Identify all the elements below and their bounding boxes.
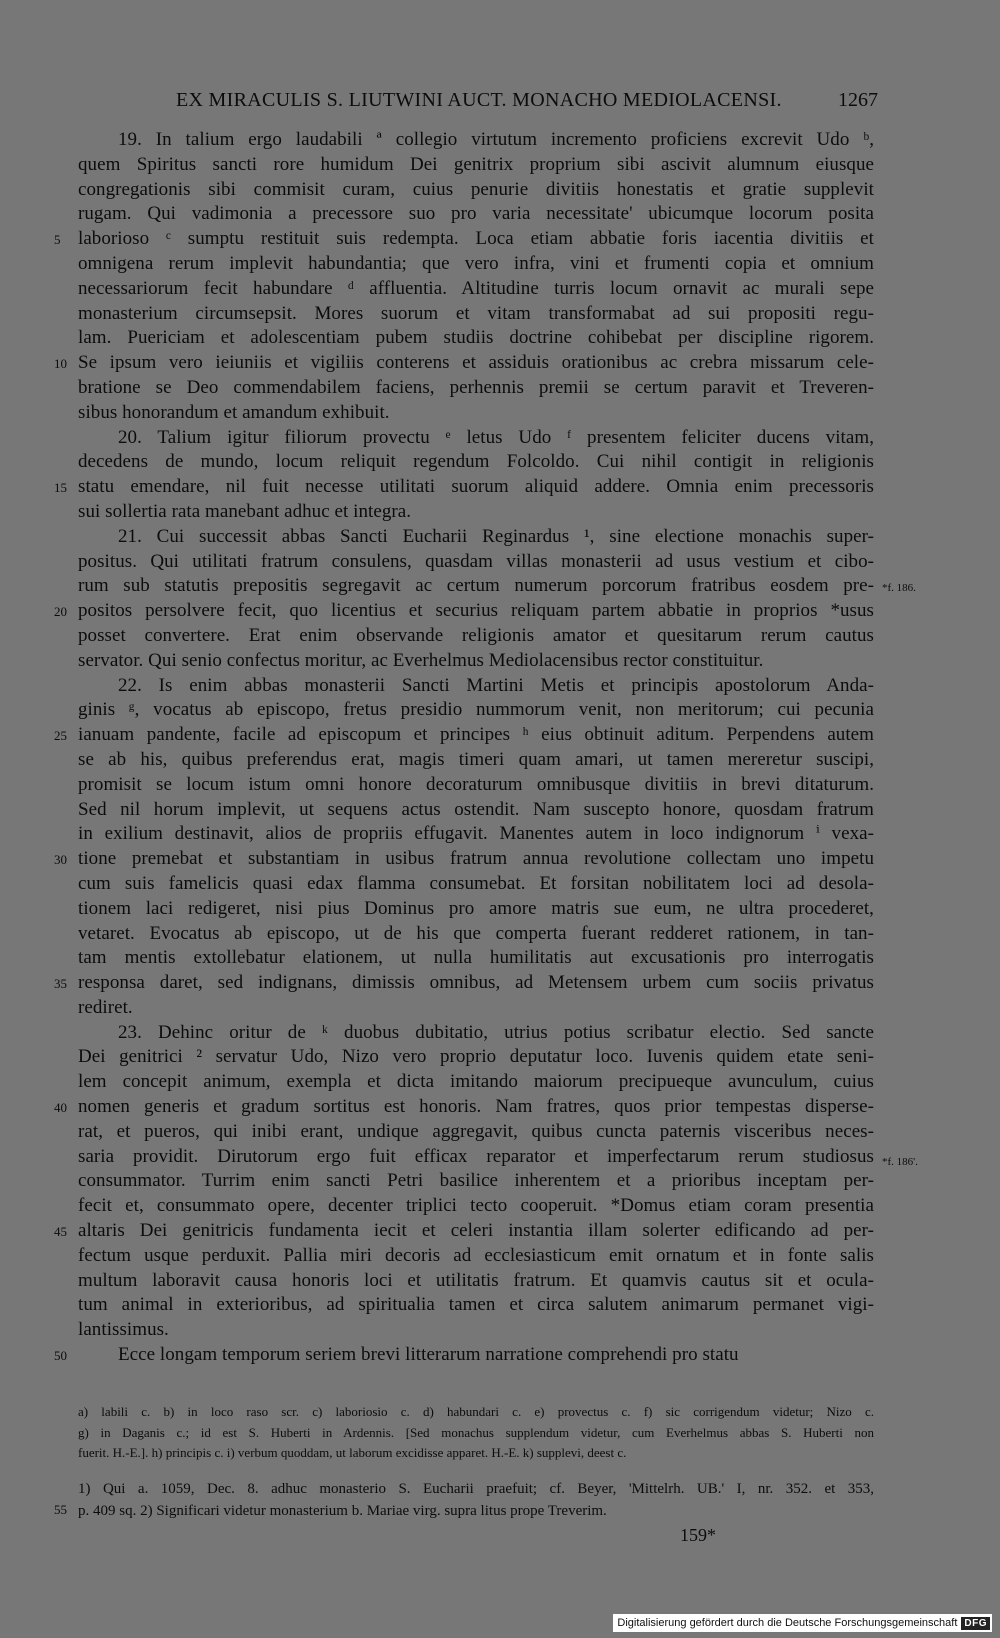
text-line: ginis ᵍ, vocatus ab episcopo, fretus presidio nummorum venit, non meritorum; cui pecunia [78, 699, 874, 721]
text-line: rugam. Qui vadimonia a precessore suo pro varia necessitate' ubicumque locorum posita [78, 203, 874, 225]
folio-marker: *f. 186'. [882, 1156, 918, 1168]
text-line: se ab his, quibus preferendus erat, magis timeri quam amari, ut tamen mereretur suscipi, [78, 748, 874, 770]
text-line: 21. Cui successit abbas Sancti Eucharii Reginardus ¹, sine electione monachis super- [118, 525, 874, 547]
text-line: responsa daret, sed indignans, dimissis omnibus, ad Metensem urbem cum sociis privatus [78, 972, 874, 994]
funding-notice-bar[interactable] [613, 1614, 992, 1632]
line-number: 40 [54, 1100, 67, 1116]
text-line: in exilium destinavit, alios de propriis effugavit. Manentes autem in loco indignorum ⁱ vexa- [78, 823, 874, 845]
text-line: consummator. Turrim enim sancti Petri basilice inherentem et a prioribus inceptam per- [78, 1170, 874, 1192]
line-number: 20 [54, 604, 67, 620]
text-line: ianuam pandente, facile ad episcopum et principes ʰ eius obtinuit aditum. Perpendens autem [78, 724, 874, 746]
text-line: fectum usque perduxit. Pallia miri decoris ad ecclesiasticum emit ornatum et in fonte salis [78, 1244, 874, 1266]
text-line: multum laboravit causa honoris loci et utilitatis fratrum. Et quamvis cautus sit et ocula- [78, 1269, 874, 1291]
text-line: 23. Dehinc oritur de ᵏ duobus dubitatio, utrius potius scribatur electio. Sed sancte [118, 1021, 874, 1043]
text-line: 22. Is enim abbas monasterii Sancti Martini Metis et principis apostolorum Anda- [118, 674, 874, 696]
line-number: 45 [54, 1224, 67, 1240]
text-line: monasterium circumsepsit. Mores suorum et vitam transformabat ad sui propositi regu- [78, 302, 874, 324]
page-number: 1267 [838, 89, 878, 111]
text-line: Ecce longam temporum seriem brevi litterarum narratione comprehendi pro statu [118, 1344, 739, 1366]
line-number: 15 [54, 480, 67, 496]
text-line: promisit se locum istum omni honore decoraturum omnibusque divitiis in brevi ditaturum. [78, 773, 874, 795]
text-line: decedens de mundo, locum reliquit regendum Folcoldo. Cui nihil contigit in religionis [78, 451, 874, 473]
text-line: 19. In talium ergo laudabili ª collegio virtutum incremento proficiens excrevit Udo ᵇ, [118, 129, 874, 150]
text-line: vetaret. Evocatus ab episcopo, ut de his que comperta fuerant redderet rationem, in tan- [78, 922, 874, 944]
text-line: saria providit. Dirutorum ergo fuit efficax reparator et imperfectarum rerum studiosus [78, 1145, 874, 1167]
sheet-signature: 159* [680, 1525, 716, 1545]
text-line: statu emendare, nil fuit necesse utilitati suorum aliquid addere. Omnia enim precessoris [78, 476, 874, 498]
folio-marker: *f. 186. [882, 582, 916, 594]
text-line: cum suis famelicis quasi edax flamma consumebat. Et forsitan nobilitatem loci ad desola- [78, 872, 874, 894]
footnotes [78, 1478, 874, 1522]
apparatus-line: a) labili c. b) in loco raso scr. c) laboriosio c. d) habundari c. e) provectus c. f) sic corrigendum videtur; Nizo c. [78, 1404, 874, 1419]
funding-notice-text: Digitalisierung gefördert durch die Deutsche Forschungsgemeinschaft [617, 1617, 958, 1629]
text-line: nomen generis et gradum sortitus est honoris. Nam fratres, quos prior tempestas disperse- [78, 1096, 874, 1118]
text-line: sui sollertia rata manebant adhuc et integra. [78, 500, 412, 522]
line-number: 30 [54, 852, 67, 868]
text-line: sibus honorandum et amandum exhibuit. [78, 401, 390, 423]
text-line: tione premebat et substantiam in usibus fratrum annua revolutione collectam uno impetu [78, 848, 874, 870]
line-number: 55 [54, 1502, 67, 1517]
apparatus-line: fuerit. H.-E.]. h) principis c. i) verbum quoddam, ut laborum excidisse apparet. H.-E. k) supplevi, deest c. [78, 1445, 627, 1460]
text-line: omnigena rerum implevit habundantia; que vero infra, vini et frumenti copia et omnium [78, 252, 874, 274]
dfg-logo: DFG [961, 1617, 990, 1630]
footnote-line: p. 409 sq. 2) Significari videtur monasterium b. Mariae virg. supra litus prope Treverim. [78, 1503, 607, 1519]
text-line: servator. Qui senio confectus moritur, ac Everhelmus Mediolacensibus rector constituitur. [78, 649, 764, 671]
line-number: 10 [54, 356, 67, 372]
text-line: posset convertere. Erat enim observande religionis amator et quesitarum rerum cautus [78, 624, 874, 646]
text-line: altaris Dei genitricis fundamenta iecit et celeri instantia illam solerter edificando ad per- [78, 1220, 874, 1242]
text-line: rat, et pueros, qui inibi erant, undique aggregavit, quibus cuncta paternis visceribus neces- [78, 1120, 874, 1142]
text-line: rediret. [78, 996, 133, 1018]
running-title: EX MIRACULIS S. LIUTWINI AUCT. MONACHO MEDIOLACENSI. [176, 89, 782, 111]
text-line: tum animal in exterioribus, ad spiritualia tamen et circa salutem animarum permanet vigi- [78, 1294, 874, 1316]
footnote-line: 1) Qui a. 1059, Dec. 8. adhuc monasterio S. Eucharii praefuit; cf. Beyer, 'Mittelrh. UB.' I, nr. 352. et 353, [78, 1481, 874, 1497]
text-line: tionem laci redigeret, nisi pius Dominus pro amore matris sue eum, ne ultra procederet, [78, 897, 874, 919]
apparatus-line: g) in Daganis c.; id est S. Huberti in Ardennis. [Sed monachus supplendum videtur, cum Everhelmus abbas S. Huberti non [78, 1424, 874, 1440]
text-line: congregationis sibi commisit curam, cuius penurie divitiis honestatis et gratie supplevit [78, 178, 874, 200]
text-line: tam mentis extollebatur elationem, ut nulla humilitatis aut excusationis pro interrogatis [78, 947, 874, 969]
text-line: Se ipsum vero ieiuniis et vigiliis conterens et assiduis orationibus ac crebra missarum cele- [78, 352, 874, 374]
text-line: 20. Talium igitur filiorum provectu ᵉ letus Udo ᶠ presentem feliciter ducens vitam, [118, 426, 874, 448]
text-line: Dei genitrici ² servatur Udo, Nizo vero proprio deputatur loco. Iuvenis quidem etate seni- [78, 1046, 874, 1068]
line-number: 35 [54, 976, 67, 992]
line-number: 25 [54, 728, 67, 744]
text-line: quem Spiritus sancti rore humidum Dei genitrix proprium sibi ascivit alumnum eiusque [78, 153, 874, 175]
text-line: laborioso ᶜ sumptu restituit suis redempta. Loca etiam abbatie foris iacentia divitiis et [78, 228, 874, 250]
text-line: lantissimus. [78, 1319, 169, 1341]
critical-apparatus [78, 1402, 874, 1464]
text-line: bratione se Deo commendabilem faciens, perhennis premii se certum paravit et Treveren- [78, 376, 874, 398]
text-line: rum sub statutis prepositis segregavit ac certum numerum porcorum fratribus eosdem pre- [78, 575, 874, 597]
text-line: Sed nil horum implevit, ut sequens actus ostendit. Nam suscepto honore, quosdam fratrum [78, 798, 874, 820]
main-text [78, 128, 874, 1368]
text-line: lem concepit animum, exempla et dicta imitando maiorum precipueque avunculum, cuius [78, 1071, 874, 1093]
text-line: positus. Qui utilitati fratrum consulens, quasdam villas monasterii ad usus vestium et cibo- [78, 550, 874, 572]
text-line: lam. Puericiam et adolescentiam pubem studiis doctrine cohibebat per discipline rigorem. [78, 327, 874, 349]
text-line: positos persolvere fecit, quo licentius et securius reliquam partem abbatie in proprios *usus [78, 600, 874, 622]
text-line: fecit et, consummato opere, decenter triplici tecto cooperuit. *Domus etiam coram presentia [78, 1195, 874, 1217]
text-line: necessariorum fecit habundare ᵈ affluentia. Altitudine turris locum ornavit ac murali sepe [78, 277, 874, 299]
running-header [78, 89, 878, 115]
line-number: 50 [54, 1348, 67, 1364]
line-number: 5 [54, 232, 61, 248]
